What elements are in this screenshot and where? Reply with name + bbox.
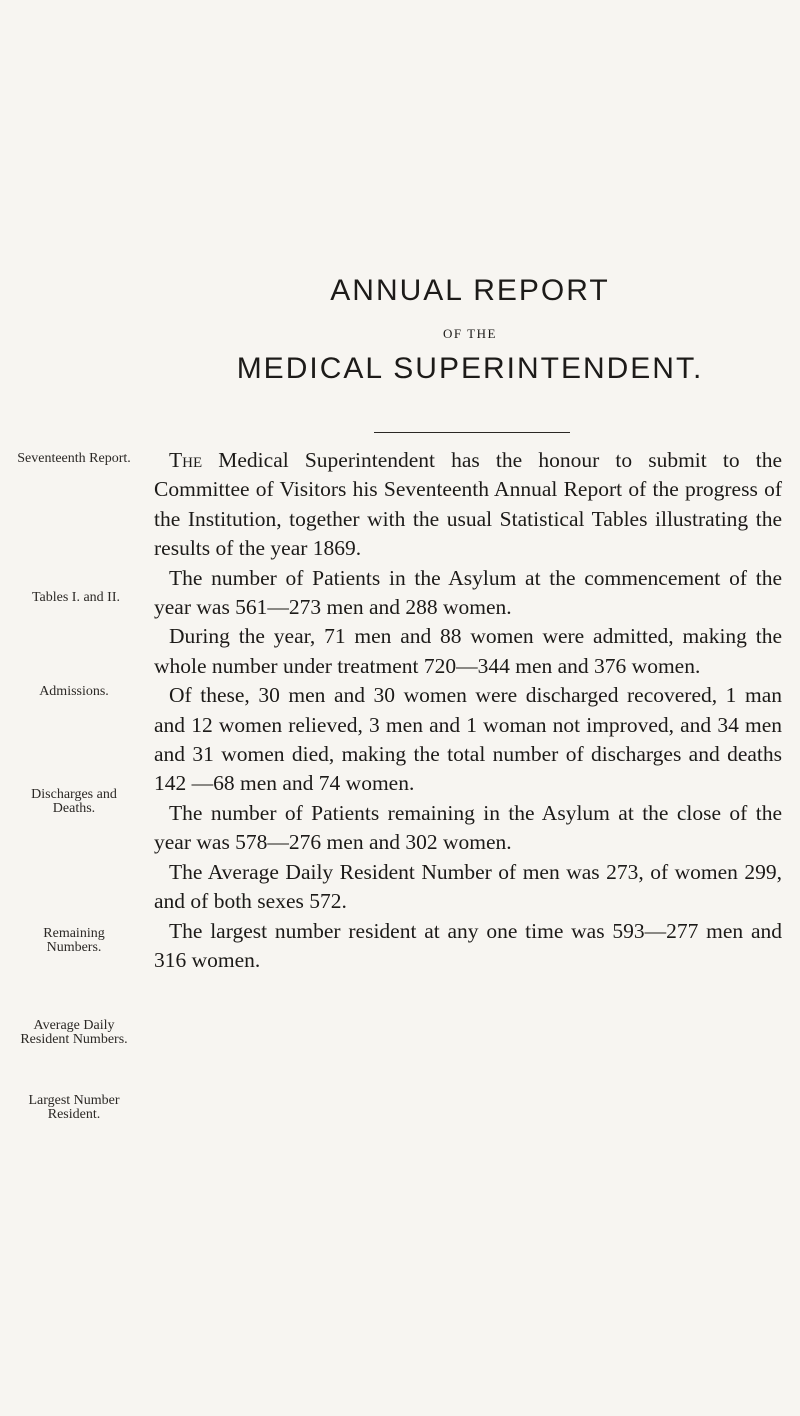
margin-note-remaining-numbers: Remaining Numbers. <box>43 926 105 955</box>
report-body <box>154 446 782 975</box>
margin-note-discharges-deaths: Discharges and Deaths. <box>31 787 117 816</box>
paragraph-largest: The largest number resident at any one time was 593—277 men and 316 women. <box>154 918 782 972</box>
paragraph-admissions: During the year, 71 men and 88 women were admitted, making the whole number under treatment 720—344 men and 376 women. <box>154 624 782 678</box>
paragraph-commencement: The number of Patients in the Asylum at the commencement of the year was 561—273 men and 288 women. <box>154 565 782 620</box>
paragraph-average: The Average Daily Resident Number of men was 273, of women 299, and of both sexes 572. <box>154 859 782 914</box>
margin-note-admissions: Admissions. <box>39 684 109 699</box>
margin-note-largest-number: Largest Number Resident. <box>28 1093 120 1122</box>
report-title-connector: OF THE <box>443 326 497 341</box>
margin-note-tables: Tables I. and II. <box>31 590 121 605</box>
margin-note-seventeenth-report: Seventeenth Report. <box>17 451 131 466</box>
paragraph-remaining: The number of Patients remaining in the Asylum at the close of the year was 578—276 men and 302 women. <box>154 800 782 855</box>
report-title: ANNUAL REPORT <box>330 274 610 307</box>
paragraph-intro <box>154 446 782 564</box>
title-divider <box>374 432 570 433</box>
margin-note-average-daily: Average Daily Resident Numbers. <box>20 1018 128 1047</box>
paragraph-discharges: Of these, 30 men and 30 women were discharged recovered, 1 man and 12 women relieved, 3 men and 1 woman not improved, and 34 men and 31 women died, making the total number of discharges and deaths 142 —68 men and 74 women. <box>154 683 782 796</box>
report-subtitle: MEDICAL SUPERINTENDENT. <box>236 352 704 385</box>
paragraph-intro-lead: The <box>169 448 203 472</box>
paragraph-intro-text: Medical Superintendent has the honour to submit to the Committee of Visitors his Seventeenth Annual Report of the progress of the Institution, together with the usual Statistical Tables illustrating the results of the year 1869. <box>154 448 782 561</box>
